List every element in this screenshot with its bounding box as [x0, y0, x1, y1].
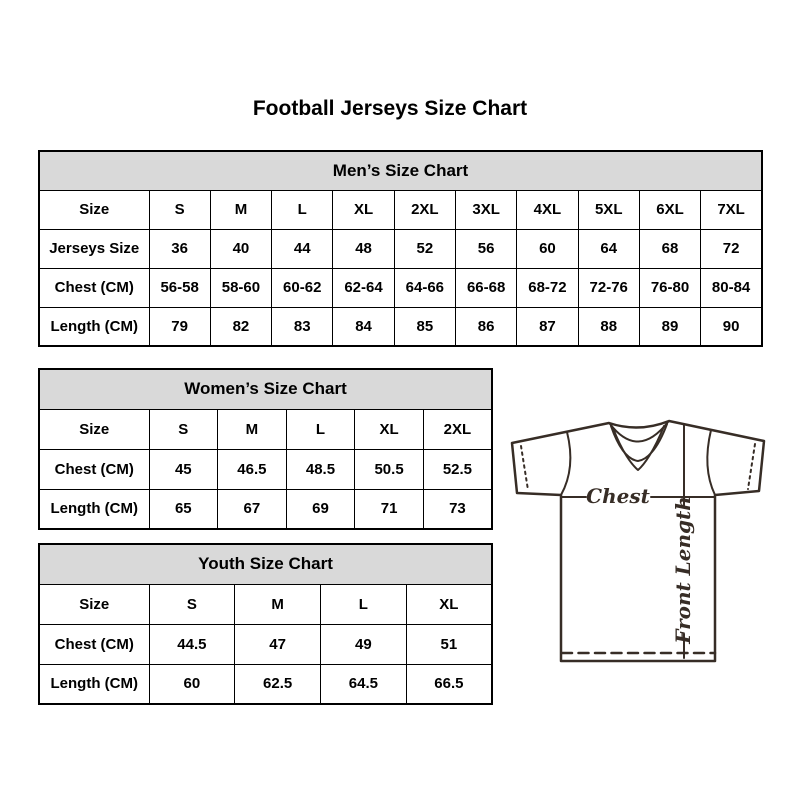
- table-cell: XL: [355, 409, 424, 449]
- womens-size-table: [38, 368, 493, 530]
- table-cell: 56: [455, 229, 516, 268]
- table-cell: 44: [272, 229, 333, 268]
- table-cell: 64: [578, 229, 639, 268]
- page-title: Football Jerseys Size Chart: [252, 97, 528, 120]
- womens-size-chart: [38, 368, 493, 530]
- table-cell: 50.5: [355, 449, 424, 489]
- table-cell: L: [272, 190, 333, 229]
- table-cell: 2XL: [423, 409, 492, 449]
- table-cell: XL: [406, 584, 492, 624]
- row-label-cell: Size: [39, 584, 149, 624]
- table-cell: 60: [149, 664, 235, 704]
- table-cell: 49: [321, 624, 407, 664]
- table-cell: 66.5: [406, 664, 492, 704]
- table-cell: 88: [578, 307, 639, 346]
- chest-label: Chest: [586, 484, 650, 508]
- table-cell: 65: [149, 489, 218, 529]
- front-length-label: Front Length: [671, 496, 695, 644]
- table-cell: 80-84: [701, 268, 762, 307]
- table-cell: 79: [149, 307, 210, 346]
- table-cell: 87: [517, 307, 578, 346]
- table-cell: 85: [394, 307, 455, 346]
- table-cell: S: [149, 584, 235, 624]
- table-cell: 46.5: [218, 449, 287, 489]
- table-cell: 6XL: [639, 190, 700, 229]
- table-cell: 90: [701, 307, 762, 346]
- table-caption-row: [39, 369, 492, 409]
- table-row: [39, 268, 762, 307]
- table-row: [39, 489, 492, 529]
- table-cell: 4XL: [517, 190, 578, 229]
- table-cell: 73: [423, 489, 492, 529]
- table-cell: S: [149, 190, 210, 229]
- mens-size-chart: [38, 150, 763, 347]
- table-caption: Youth Size Chart: [39, 544, 492, 584]
- table-cell: M: [235, 584, 321, 624]
- table-cell: 72: [701, 229, 762, 268]
- table-cell: L: [286, 409, 355, 449]
- table-cell: 86: [455, 307, 516, 346]
- table-cell: S: [149, 409, 218, 449]
- table-cell: M: [218, 409, 287, 449]
- row-label-cell: Length (CM): [39, 307, 149, 346]
- table-cell: 3XL: [455, 190, 516, 229]
- table-row: [39, 449, 492, 489]
- table-row: [39, 229, 762, 268]
- table-cell: 60-62: [272, 268, 333, 307]
- table-cell: 44.5: [149, 624, 235, 664]
- table-cell: 48: [333, 229, 394, 268]
- table-cell: 45: [149, 449, 218, 489]
- table-cell: 52.5: [423, 449, 492, 489]
- table-cell: 82: [210, 307, 271, 346]
- youth-size-table: [38, 543, 493, 705]
- table-cell: 5XL: [578, 190, 639, 229]
- table-cell: 58-60: [210, 268, 271, 307]
- jersey-line-art: [512, 421, 764, 661]
- table-cell: 47: [235, 624, 321, 664]
- table-cell: 68-72: [517, 268, 578, 307]
- table-cell: 66-68: [455, 268, 516, 307]
- table-row: [39, 624, 492, 664]
- table-cell: 83: [272, 307, 333, 346]
- table-caption-row: [39, 544, 492, 584]
- table-caption-row: [39, 151, 762, 190]
- table-caption: Men’s Size Chart: [39, 151, 762, 190]
- table-cell: 7XL: [701, 190, 762, 229]
- table-cell: 36: [149, 229, 210, 268]
- table-cell: 69: [286, 489, 355, 529]
- row-label-cell: Jerseys Size: [39, 229, 149, 268]
- table-cell: 62.5: [235, 664, 321, 704]
- table-cell: 40: [210, 229, 271, 268]
- table-cell: L: [321, 584, 407, 624]
- table-caption: Women’s Size Chart: [39, 369, 492, 409]
- table-cell: 67: [218, 489, 287, 529]
- row-label-cell: Length (CM): [39, 489, 149, 529]
- table-cell: 89: [639, 307, 700, 346]
- row-label-cell: Size: [39, 409, 149, 449]
- mens-size-table: [38, 150, 763, 347]
- row-label-cell: Chest (CM): [39, 624, 149, 664]
- table-row: [39, 664, 492, 704]
- table-cell: 51: [406, 624, 492, 664]
- table-row: [39, 307, 762, 346]
- table-cell: 72-76: [578, 268, 639, 307]
- row-label-cell: Chest (CM): [39, 449, 149, 489]
- table-cell: XL: [333, 190, 394, 229]
- table-cell: 64.5: [321, 664, 407, 704]
- table-cell: M: [210, 190, 271, 229]
- row-label-cell: Length (CM): [39, 664, 149, 704]
- jersey-measurement-diagram: [500, 415, 770, 665]
- table-cell: 48.5: [286, 449, 355, 489]
- table-cell: 2XL: [394, 190, 455, 229]
- jersey-outline: [512, 421, 764, 661]
- table-cell: 56-58: [149, 268, 210, 307]
- table-cell: 71: [355, 489, 424, 529]
- row-label-cell: Chest (CM): [39, 268, 149, 307]
- table-row: [39, 409, 492, 449]
- table-row: [39, 190, 762, 229]
- table-cell: 76-80: [639, 268, 700, 307]
- youth-size-chart: [38, 543, 493, 705]
- table-cell: 62-64: [333, 268, 394, 307]
- table-cell: 60: [517, 229, 578, 268]
- table-cell: 68: [639, 229, 700, 268]
- table-cell: 84: [333, 307, 394, 346]
- table-cell: 64-66: [394, 268, 455, 307]
- table-row: [39, 584, 492, 624]
- row-label-cell: Size: [39, 190, 149, 229]
- table-cell: 52: [394, 229, 455, 268]
